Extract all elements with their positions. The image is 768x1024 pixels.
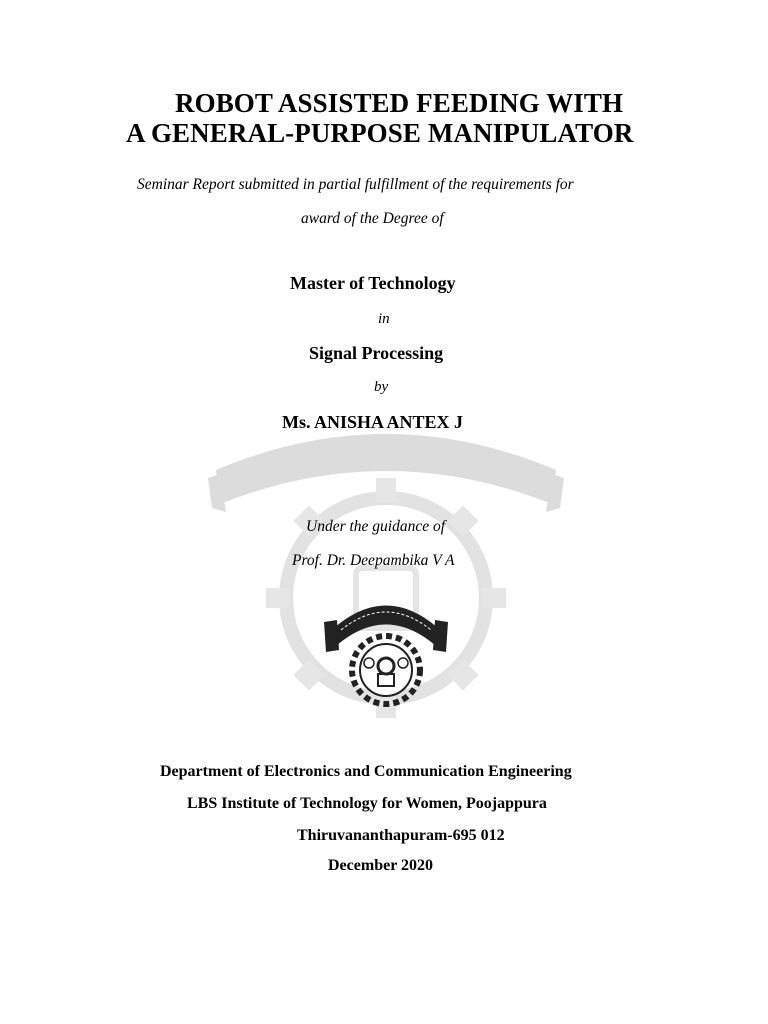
report-date: December 2020 xyxy=(328,857,433,874)
by-word: by xyxy=(374,379,389,395)
guide-name: Prof. Dr. Deepambika V A xyxy=(292,552,455,569)
title-line-2: A GENERAL-PURPOSE MANIPULATOR xyxy=(126,118,634,148)
degree-name: Master of Technology xyxy=(290,273,456,293)
specialization: Signal Processing xyxy=(309,343,444,363)
department: Department of Electronics and Communication Engineering xyxy=(160,763,572,780)
guidance-label: Under the guidance of xyxy=(306,518,446,535)
in-word: in xyxy=(378,311,390,327)
institute-name: LBS Institute of Technology for Women, Poojappura xyxy=(187,795,547,812)
student-name: Ms. ANISHA ANTEX J xyxy=(282,412,464,432)
subtitle-line-1: Seminar Report submitted in partial fulfillment of the requirements for xyxy=(137,176,574,193)
title-line-1: ROBOT ASSISTED FEEDING WITH xyxy=(175,88,624,118)
institute-city: Thiruvananthapuram-695 012 xyxy=(297,827,505,844)
subtitle-line-2: award of the Degree of xyxy=(301,210,444,227)
